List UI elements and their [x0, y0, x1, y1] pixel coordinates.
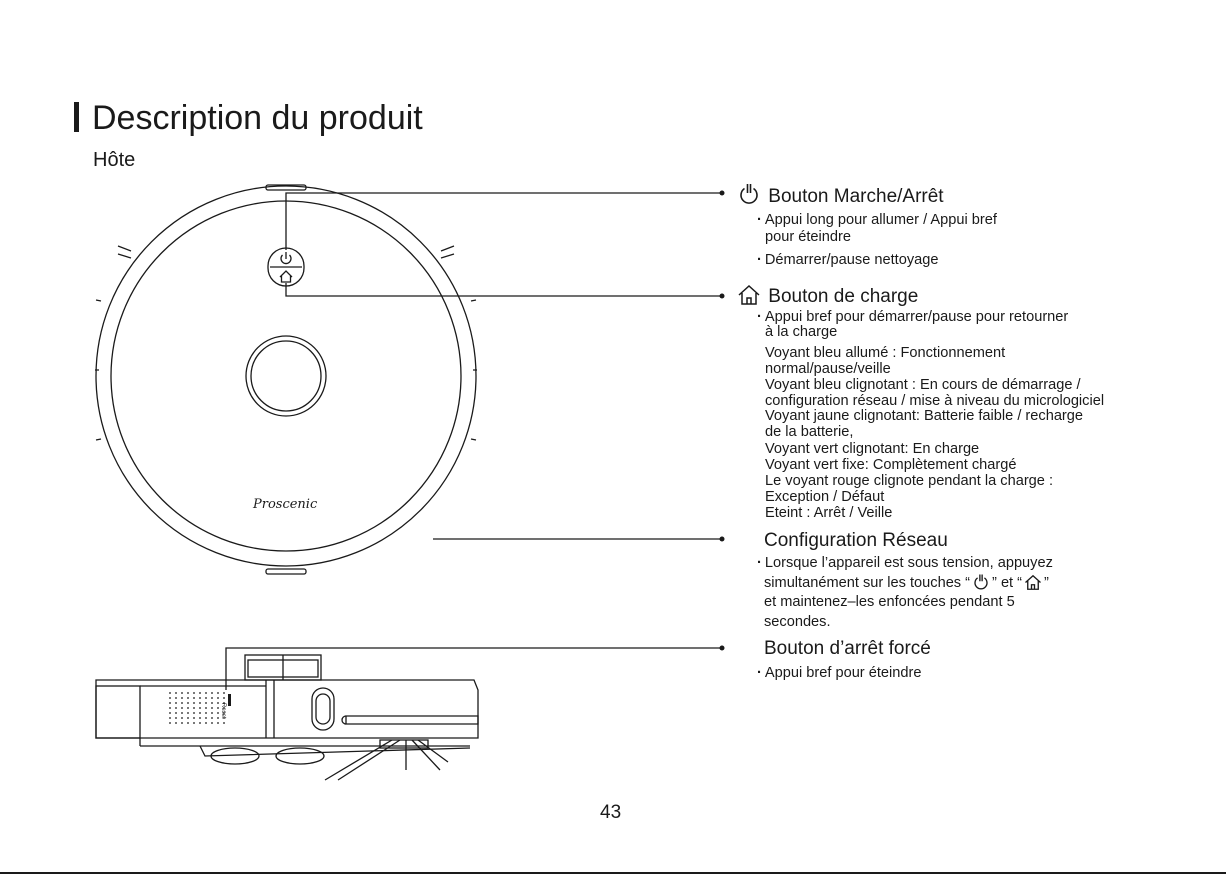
reset-heading: Bouton d’arrêt forcé — [764, 638, 931, 659]
lidar-inner — [251, 341, 321, 411]
network-line-2: simultanément sur les touches “ ” et “ ” — [764, 575, 1049, 591]
power-icon — [972, 573, 990, 591]
power-line-2: pour éteindre — [765, 229, 852, 245]
charge-line-6: configuration réseau / mise à niveau du micrologiciel — [765, 393, 1105, 409]
charge-line-7: Voyant jaune clignotant: Batterie faible / recharge — [765, 408, 1084, 424]
leader-line-charge — [286, 283, 720, 296]
charge-line-1: · Appui bref pour démarrer/pause pour retourner — [757, 309, 1069, 325]
power-line-3: · Démarrer/pause nettoyage — [757, 252, 939, 268]
leader-line-reset — [226, 648, 720, 690]
charge-line-3: Voyant bleu allumé : Fonctionnement — [765, 345, 1006, 361]
lidar-outer — [246, 336, 326, 416]
charge-line-13: Eteint : Arrêt / Veille — [765, 505, 893, 521]
power-icon — [737, 182, 761, 206]
home-icon — [737, 284, 761, 306]
charge-line-11: Le voyant rouge clignote pendant la charge : — [765, 473, 1054, 489]
power-heading-row — [735, 182, 944, 208]
brand-logo: Proscenic — [253, 497, 318, 512]
charge-heading: Bouton de charge — [768, 286, 919, 307]
network-heading: Configuration Réseau — [764, 530, 948, 551]
charge-line-12: Exception / Défaut — [765, 489, 885, 505]
charge-line-8: de la batterie, — [765, 424, 854, 440]
page-subtitle: Hôte — [93, 149, 136, 171]
charge-line-5: Voyant bleu clignotant : En cours de démarrage / — [765, 377, 1081, 393]
network-line-1: · Lorsque l’appareil est sous tension, appuyez — [757, 555, 1053, 571]
charge-line-2: à la charge — [765, 324, 838, 340]
network-line-4: secondes. — [764, 614, 831, 630]
reset-line-1: · Appui bref pour éteindre — [757, 665, 922, 681]
side-reset-label: Reset — [220, 703, 226, 719]
charge-line-10: Voyant vert fixe: Complètement chargé — [765, 457, 1017, 473]
power-heading: Bouton Marche/Arrêt — [768, 186, 944, 207]
charge-line-9: Voyant vert clignotant: En charge — [765, 441, 980, 457]
charge-line-4: normal/pause/veille — [765, 361, 891, 377]
network-line-3: et maintenez–les enfoncées pendant 5 — [764, 594, 1015, 610]
home-icon — [1024, 574, 1042, 591]
leader-line-power — [286, 193, 720, 250]
page-title: Description du produit — [92, 99, 423, 137]
charge-heading-row — [735, 284, 918, 308]
page-number: 43 — [600, 802, 622, 823]
power-line-1: · Appui long pour allumer / Appui bref — [757, 212, 997, 228]
robot-side-view — [96, 655, 478, 780]
speaker-grille — [169, 692, 225, 724]
